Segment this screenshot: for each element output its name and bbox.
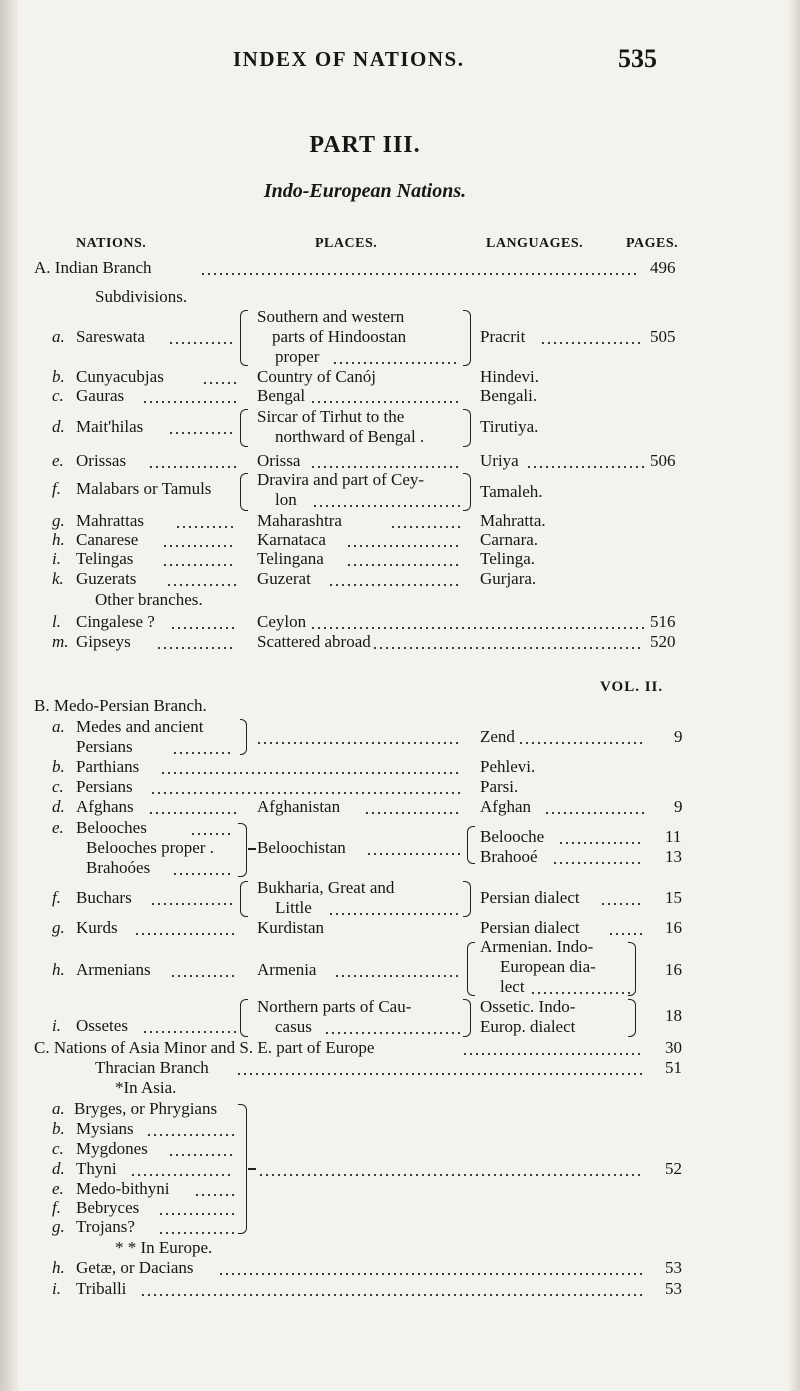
page-ref: 53	[665, 1279, 682, 1298]
language-name: Telinga.	[480, 549, 535, 568]
leader-dots	[146, 1134, 234, 1136]
place-line: Scattered abroad	[257, 632, 371, 651]
leader-dots	[170, 975, 236, 977]
place-line: lon	[275, 490, 297, 509]
place-line: Ceylon	[257, 612, 307, 631]
nation-name: Cingalese ?	[76, 612, 155, 631]
page-ref: 52	[665, 1159, 682, 1178]
leader-dots	[312, 505, 460, 507]
entry-letter: m.	[52, 632, 69, 651]
leader-dots	[168, 432, 232, 434]
leader-dots	[310, 627, 644, 629]
brace-right	[240, 719, 247, 755]
brace-right	[463, 999, 471, 1037]
leader-dots	[258, 1174, 644, 1176]
leader-dots	[540, 342, 640, 344]
leader-dots	[156, 647, 236, 649]
language-line: Armenian. Indo-	[480, 937, 594, 956]
brace-right	[463, 409, 471, 447]
language-name: Carnara.	[480, 530, 539, 549]
entry-letter: h.	[52, 960, 65, 979]
page-ref: 496	[650, 258, 676, 277]
leader-dots	[558, 842, 644, 844]
volume-marker: VOL. II.	[600, 679, 664, 695]
brace-right	[463, 881, 471, 917]
brace-left	[467, 826, 475, 864]
nation-name: Medes and ancient	[76, 717, 204, 736]
language-name: Hindevi.	[480, 367, 540, 386]
nation-name: Gauras	[76, 386, 125, 405]
page-ref: 516	[650, 612, 676, 631]
leader-dots	[518, 742, 644, 744]
leader-dots	[526, 466, 644, 468]
language-name: Tirutiya.	[480, 417, 539, 436]
nation-name: Parthians	[76, 757, 140, 776]
nation-name: Afghans	[76, 797, 134, 816]
leader-dots	[148, 812, 236, 814]
place-line: Dravira and part of Cey-	[257, 470, 425, 489]
leader-dots	[462, 1053, 644, 1055]
leader-dots	[600, 903, 644, 905]
nation-name: Persians	[76, 777, 133, 796]
page-ref: 505	[650, 327, 676, 346]
leader-dots	[162, 545, 236, 547]
leader-dots	[175, 526, 235, 528]
leader-dots	[162, 564, 236, 566]
place-line: Armenia	[257, 960, 317, 979]
part-subtitle: Indo-European Nations.	[263, 180, 467, 202]
leader-dots	[310, 466, 460, 468]
place-line: casus	[275, 1017, 312, 1036]
leader-dots	[166, 584, 236, 586]
brace-left	[240, 310, 248, 366]
leader-dots	[160, 772, 460, 774]
leader-dots	[346, 564, 460, 566]
brace-right	[238, 823, 247, 877]
entry-letter: e.	[52, 1179, 64, 1198]
language-name: Persian dialect	[480, 888, 580, 907]
entry-letter: c.	[52, 777, 64, 796]
brace-right	[628, 999, 636, 1037]
page-ref: 15	[665, 888, 682, 907]
nation-name: Getæ, or Dacians	[76, 1258, 194, 1277]
entry-letter: h.	[52, 530, 65, 549]
entry-letter: l.	[52, 612, 61, 631]
leader-dots	[390, 526, 460, 528]
nation-name: Trojans?	[76, 1217, 135, 1236]
language-name: Tamaleh.	[480, 482, 543, 501]
page-ref: 520	[650, 632, 676, 651]
place-line: northward of Bengal .	[275, 427, 425, 446]
nation-name: Persians	[76, 737, 133, 756]
entry-letter: d.	[52, 1159, 65, 1178]
place-line: Southern and western	[257, 307, 405, 326]
leader-dots	[366, 853, 460, 855]
entry-letter: i.	[52, 1279, 61, 1298]
entry-letter: c.	[52, 386, 64, 405]
entry-letter: b.	[52, 1119, 65, 1138]
place-line: Beloochistan	[257, 838, 346, 857]
nation-name: Gipseys	[76, 632, 131, 651]
entry-letter: f.	[52, 1198, 61, 1217]
thracian-branch-heading: Thracian Branch	[95, 1058, 209, 1077]
nation-name: Mysians	[76, 1119, 134, 1138]
leader-dots	[170, 627, 236, 629]
place-line: Karnataca	[257, 530, 326, 549]
page-ref: 9	[674, 727, 683, 746]
leader-dots	[140, 1294, 644, 1296]
leader-dots	[334, 975, 460, 977]
language-name: Gurjara.	[480, 569, 537, 588]
leader-dots	[328, 913, 460, 915]
language-name: Persian dialect	[480, 918, 580, 937]
nation-name: Triballi	[76, 1279, 127, 1298]
leader-dots	[134, 933, 236, 935]
language-name: Uriya	[480, 451, 519, 470]
entry-letter: k.	[52, 569, 64, 588]
language-name: Parsi.	[480, 777, 519, 796]
entry-letter: g.	[52, 511, 65, 530]
leader-dots	[200, 273, 640, 275]
leader-dots	[364, 812, 460, 814]
page-ref: 18	[665, 1006, 682, 1025]
place-line: Little	[275, 898, 312, 917]
nation-name: Brahoóes	[86, 858, 151, 877]
place-line: proper	[275, 347, 320, 366]
place-line: Bukharia, Great and	[257, 878, 395, 897]
entry-letter: b.	[52, 367, 65, 386]
leader-dots	[324, 1032, 460, 1034]
entry-letter: c.	[52, 1139, 64, 1158]
section-b-title: B. Medo-Persian Branch.	[34, 696, 207, 715]
entry-letter: d.	[52, 797, 65, 816]
entry-letter: g.	[52, 1217, 65, 1236]
leader-dots	[328, 584, 460, 586]
language-line: Ossetic. Indo-	[480, 997, 576, 1016]
nation-name: Cunyacubjas	[76, 367, 164, 386]
leader-dots	[142, 1031, 236, 1033]
nation-name: Orissas	[76, 451, 127, 470]
place-line: Telingana	[257, 549, 324, 568]
language-name: Pehlevi.	[480, 757, 536, 776]
page-ref: 13	[665, 847, 682, 866]
place-line: Afghanistan	[257, 797, 341, 816]
language-line: Europ. dialect	[480, 1017, 576, 1036]
section-a-title: A. Indian Branch	[34, 258, 152, 277]
leader-dots	[172, 873, 234, 875]
place-line: Maharashtra	[257, 511, 342, 530]
nation-name: Mygdones	[76, 1139, 148, 1158]
leader-dots	[148, 466, 236, 468]
nation-name: Telingas	[76, 549, 134, 568]
nation-name: Ossetes	[76, 1016, 128, 1035]
nation-name: Belooches proper .	[86, 838, 214, 857]
entry-letter: f.	[52, 479, 61, 498]
leader-dots	[168, 1154, 234, 1156]
page-ref: 16	[665, 960, 682, 979]
nation-name: Guzerats	[76, 569, 137, 588]
leader-dots	[130, 1174, 234, 1176]
subdivisions-heading: Subdivisions.	[95, 287, 188, 306]
entry-letter: f.	[52, 888, 61, 907]
in-europe-heading: * * In Europe.	[115, 1238, 213, 1257]
nation-name: Armenians	[76, 960, 151, 979]
nation-name: Kurds	[76, 918, 118, 937]
page-ref: 53	[665, 1258, 682, 1277]
leader-dots	[552, 862, 644, 864]
leader-dots	[256, 742, 460, 744]
column-header-pages: PAGES.	[626, 236, 679, 251]
leader-dots	[172, 752, 234, 754]
entry-letter: e.	[52, 451, 64, 470]
entry-letter: e.	[52, 818, 64, 837]
nation-name: Bebryces	[76, 1198, 140, 1217]
place-line: Country of Canój	[257, 367, 376, 386]
language-name: Afghan	[480, 797, 531, 816]
entry-letter: g.	[52, 918, 65, 937]
leader-dots	[332, 362, 460, 364]
brace-right	[463, 473, 471, 511]
leader-dots	[190, 833, 234, 835]
other-branches-heading: Other branches.	[95, 590, 203, 609]
leader-dots	[142, 401, 236, 403]
place-line: parts of Hindoostan	[272, 327, 407, 346]
section-c-title: C. Nations of Asia Minor and S. E. part of Europe	[34, 1038, 375, 1057]
language-name: Zend	[480, 727, 515, 746]
nation-name: Bryges, or Phrygians	[74, 1099, 218, 1118]
place-line: Guzerat	[257, 569, 311, 588]
leader-dots	[346, 545, 460, 547]
brace-right	[463, 310, 471, 366]
leader-dots	[218, 1273, 644, 1275]
leader-dots	[158, 1213, 234, 1215]
place-line: Bengal	[257, 386, 306, 405]
entry-letter: a.	[52, 717, 65, 736]
brace-tick	[248, 848, 256, 850]
entry-letter: a.	[52, 1099, 65, 1118]
entry-letter: i.	[52, 549, 61, 568]
language-name: Belooche	[480, 827, 545, 846]
leader-dots	[372, 647, 644, 649]
column-header-languages: LANGUAGES.	[486, 236, 584, 251]
running-title: INDEX OF NATIONS.	[233, 47, 465, 71]
brace-left	[240, 473, 248, 511]
page-ref: 506	[650, 451, 676, 470]
nation-name: Buchars	[76, 888, 132, 907]
entry-letter: d.	[52, 417, 65, 436]
entry-letter: h.	[52, 1258, 65, 1277]
leader-dots	[544, 812, 644, 814]
brace-left	[240, 999, 248, 1037]
page-number: 535	[618, 44, 657, 73]
leader-dots	[168, 342, 232, 344]
place-line: Northern parts of Cau-	[257, 997, 412, 1016]
column-header-nations: NATIONS.	[76, 236, 147, 251]
column-header-places: PLACES.	[315, 236, 378, 251]
leader-dots	[158, 1232, 234, 1234]
in-asia-heading: *In Asia.	[115, 1078, 177, 1097]
leader-dots	[530, 992, 630, 994]
leader-dots	[150, 903, 236, 905]
nation-name: Belooches	[76, 818, 147, 837]
part-title: PART III.	[309, 132, 421, 158]
brace-left	[240, 881, 248, 917]
entry-letter: i.	[52, 1016, 61, 1035]
entry-letter: a.	[52, 327, 65, 346]
nation-name: Malabars or Tamuls	[76, 479, 212, 498]
entry-letter: b.	[52, 757, 65, 776]
leader-dots	[202, 382, 238, 384]
language-name: Mahratta.	[480, 511, 546, 530]
nation-name: Mahrattas	[76, 511, 144, 530]
nation-name: Canarese	[76, 530, 139, 549]
page-ref: 9	[674, 797, 683, 816]
brace-left	[467, 942, 475, 996]
brace-left	[240, 409, 248, 447]
leader-dots	[236, 1073, 644, 1075]
brace-right	[238, 1104, 247, 1234]
place-line: Sircar of Tirhut to the	[257, 407, 405, 426]
brace-tick	[248, 1168, 256, 1170]
leader-dots	[608, 933, 644, 935]
leader-dots	[150, 792, 460, 794]
language-line: lect	[500, 977, 525, 996]
language-name: Bengali.	[480, 386, 538, 405]
nation-name: Sareswata	[76, 327, 145, 346]
place-line: Kurdistan	[257, 918, 325, 937]
page-ref: 51	[665, 1058, 682, 1077]
language-name: Brahooé	[480, 847, 538, 866]
nation-name: Mait'hilas	[76, 417, 144, 436]
brace-right	[628, 942, 636, 996]
language-line: European dia-	[500, 957, 596, 976]
page-ref: 11	[665, 827, 682, 846]
leader-dots	[310, 401, 460, 403]
nation-name: Thyni	[76, 1159, 117, 1178]
language-name: Pracrit	[480, 327, 526, 346]
leader-dots	[194, 1194, 234, 1196]
page-ref: 30	[665, 1038, 682, 1057]
place-line: Orissa	[257, 451, 301, 470]
page-ref: 16	[665, 918, 682, 937]
nation-name: Medo-bithyni	[76, 1179, 170, 1198]
